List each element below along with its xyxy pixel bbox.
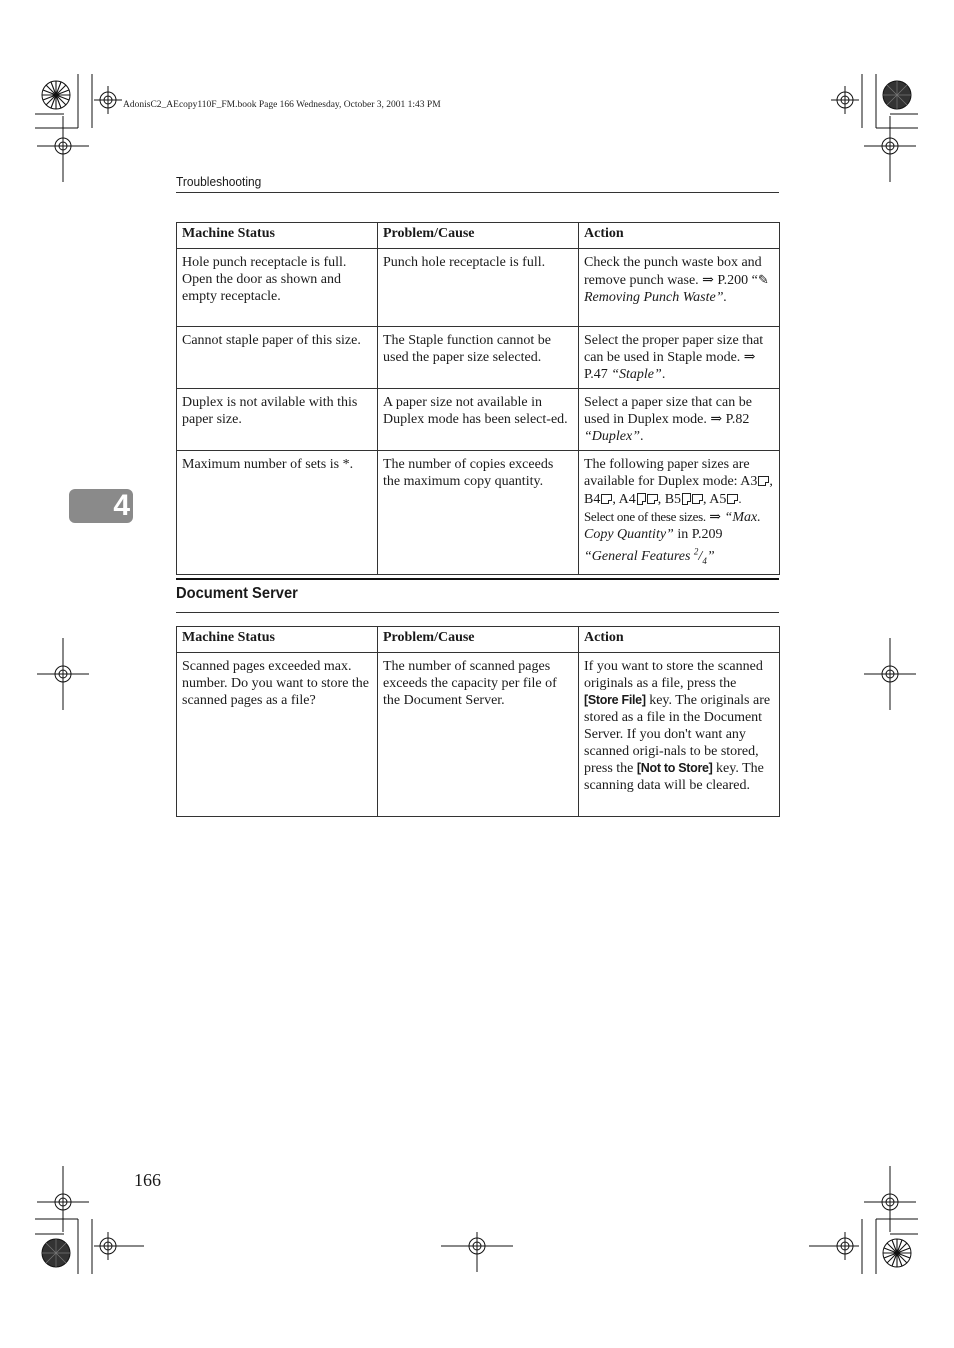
chapter-tab: 4 bbox=[69, 489, 133, 523]
table-row bbox=[177, 451, 780, 575]
status-cell: Duplex is not avilable with this paper size. bbox=[177, 389, 378, 451]
fraction-denominator: 4 bbox=[702, 555, 707, 566]
document-server-table bbox=[176, 626, 780, 817]
status-cell: Hole punch receptacle is full. Open the door as shown and empty receptacle. bbox=[177, 249, 378, 327]
copier-troubleshooting-table bbox=[176, 222, 780, 575]
landscape-paper-icon bbox=[692, 494, 703, 504]
store-file-key: [Store File] bbox=[584, 693, 646, 707]
status-cell: Maximum number of sets is *. bbox=[177, 451, 378, 575]
action-text: key. The originals are stored as a file in the Document Server. If you don't want any scanned origi-nals to be stored, press the bbox=[584, 693, 771, 776]
action-text: If you want to store the scanned originals as a file, press the bbox=[584, 659, 763, 691]
paper-size-a4: A4 bbox=[618, 492, 636, 507]
fraction-numerator: 2 bbox=[693, 546, 699, 556]
cause-cell: The Staple function cannot be used the paper size selected. bbox=[378, 327, 579, 389]
landscape-paper-icon bbox=[647, 494, 658, 504]
cross-reference-link[interactable]: “Duplex” bbox=[584, 429, 640, 444]
cross-reference-close: ” bbox=[706, 548, 715, 564]
landscape-paper-icon bbox=[758, 476, 769, 486]
table-row bbox=[177, 327, 780, 389]
action-text: key. The scanning data will be cleared. bbox=[584, 761, 764, 793]
column-header-machine-status: Machine Status bbox=[177, 223, 378, 249]
column-header-action: Action bbox=[579, 223, 780, 249]
section-divider bbox=[176, 578, 779, 580]
running-head: Troubleshooting bbox=[176, 174, 262, 189]
action-page: P.209 bbox=[691, 527, 723, 542]
action-text-end: . bbox=[661, 367, 666, 382]
portrait-paper-icon bbox=[682, 493, 691, 505]
status-cell: Scanned pages exceeded max. number. Do you want to store the scanned pages as a file? bbox=[177, 653, 378, 817]
book-info: AdonisC2_AEcopy110F_FM.book Page 166 Wednesday, October 3, 2001 1:43 PM bbox=[123, 100, 441, 110]
action-text: Select the proper paper size that can be used in Staple mode. ⇒ P.47 bbox=[584, 333, 764, 382]
column-header-machine-status: Machine Status bbox=[177, 627, 378, 653]
action-cell bbox=[579, 327, 780, 389]
action-in: in bbox=[673, 527, 689, 542]
section-divider bbox=[176, 612, 779, 613]
page-number: 166 bbox=[134, 1170, 161, 1190]
paper-size-a3: A3 bbox=[740, 474, 758, 489]
landscape-paper-icon bbox=[601, 494, 612, 504]
action-text-end: . bbox=[640, 429, 644, 444]
cause-cell: A paper size not available in Duplex mode has been select-ed. bbox=[378, 389, 579, 451]
action-select: . Select one of these sizes. bbox=[584, 491, 742, 524]
paper-size-b4: B4 bbox=[584, 492, 601, 507]
table-header-row bbox=[177, 627, 780, 653]
table-row bbox=[177, 389, 780, 451]
cause-cell: The number of copies exceeds the maximum copy quantity. bbox=[378, 451, 579, 575]
paper-size-b5: B5 bbox=[664, 492, 682, 507]
cross-reference-text: “General Features bbox=[584, 548, 694, 564]
cross-reference-link[interactable]: “Staple” bbox=[611, 367, 662, 382]
paper-size-a5: A5 bbox=[709, 492, 727, 507]
not-to-store-key: [Not to Store] bbox=[636, 761, 713, 775]
column-header-action: Action bbox=[579, 627, 780, 653]
cause-cell: Punch hole receptacle is full. bbox=[378, 249, 579, 327]
table-row bbox=[177, 249, 780, 327]
status-cell: Cannot staple paper of this size. bbox=[177, 327, 378, 389]
action-cell bbox=[579, 389, 780, 451]
cause-cell: The number of scanned pages exceeds the capacity per file of the Document Server. bbox=[378, 653, 579, 817]
action-cell bbox=[579, 249, 780, 327]
section-title: Document Server bbox=[176, 585, 298, 602]
action-text: Select a paper size that can be used in Duplex mode. ⇒ P.82 bbox=[584, 395, 752, 427]
table-header-row bbox=[177, 223, 780, 249]
arrow-icon: ⇒ bbox=[709, 510, 722, 525]
header-divider bbox=[176, 192, 779, 193]
note-pencil-icon: ✎ bbox=[757, 272, 769, 287]
action-cell: The following paper sizes are available for Duplex mode: A3 , B4 , A4 , B5 , A5 . Select one of these sizes. ⇒ “Max. Copy Quantity” in P.209 “General Features $^2/_4$” bbox=[579, 451, 780, 575]
landscape-paper-icon bbox=[727, 494, 738, 504]
action-cell bbox=[579, 653, 780, 817]
cross-reference-link[interactable]: “General Features $^2/_4$” bbox=[584, 546, 715, 566]
cross-reference-link[interactable]: Removing Punch Waste bbox=[584, 290, 716, 305]
column-header-problem-cause: Problem/Cause bbox=[378, 223, 579, 249]
table-row bbox=[177, 653, 780, 817]
action-text: Check the punch waste box and remove punch wase. ⇒ P.200 “ bbox=[584, 255, 762, 288]
column-header-problem-cause: Problem/Cause bbox=[378, 627, 579, 653]
cross-reference-link[interactable]: “Max. Copy Quantity” bbox=[584, 510, 761, 542]
action-text-end: ”. bbox=[715, 290, 727, 305]
portrait-paper-icon bbox=[637, 493, 646, 505]
action-intro: The following paper sizes are available for Duplex mode: bbox=[584, 457, 750, 489]
